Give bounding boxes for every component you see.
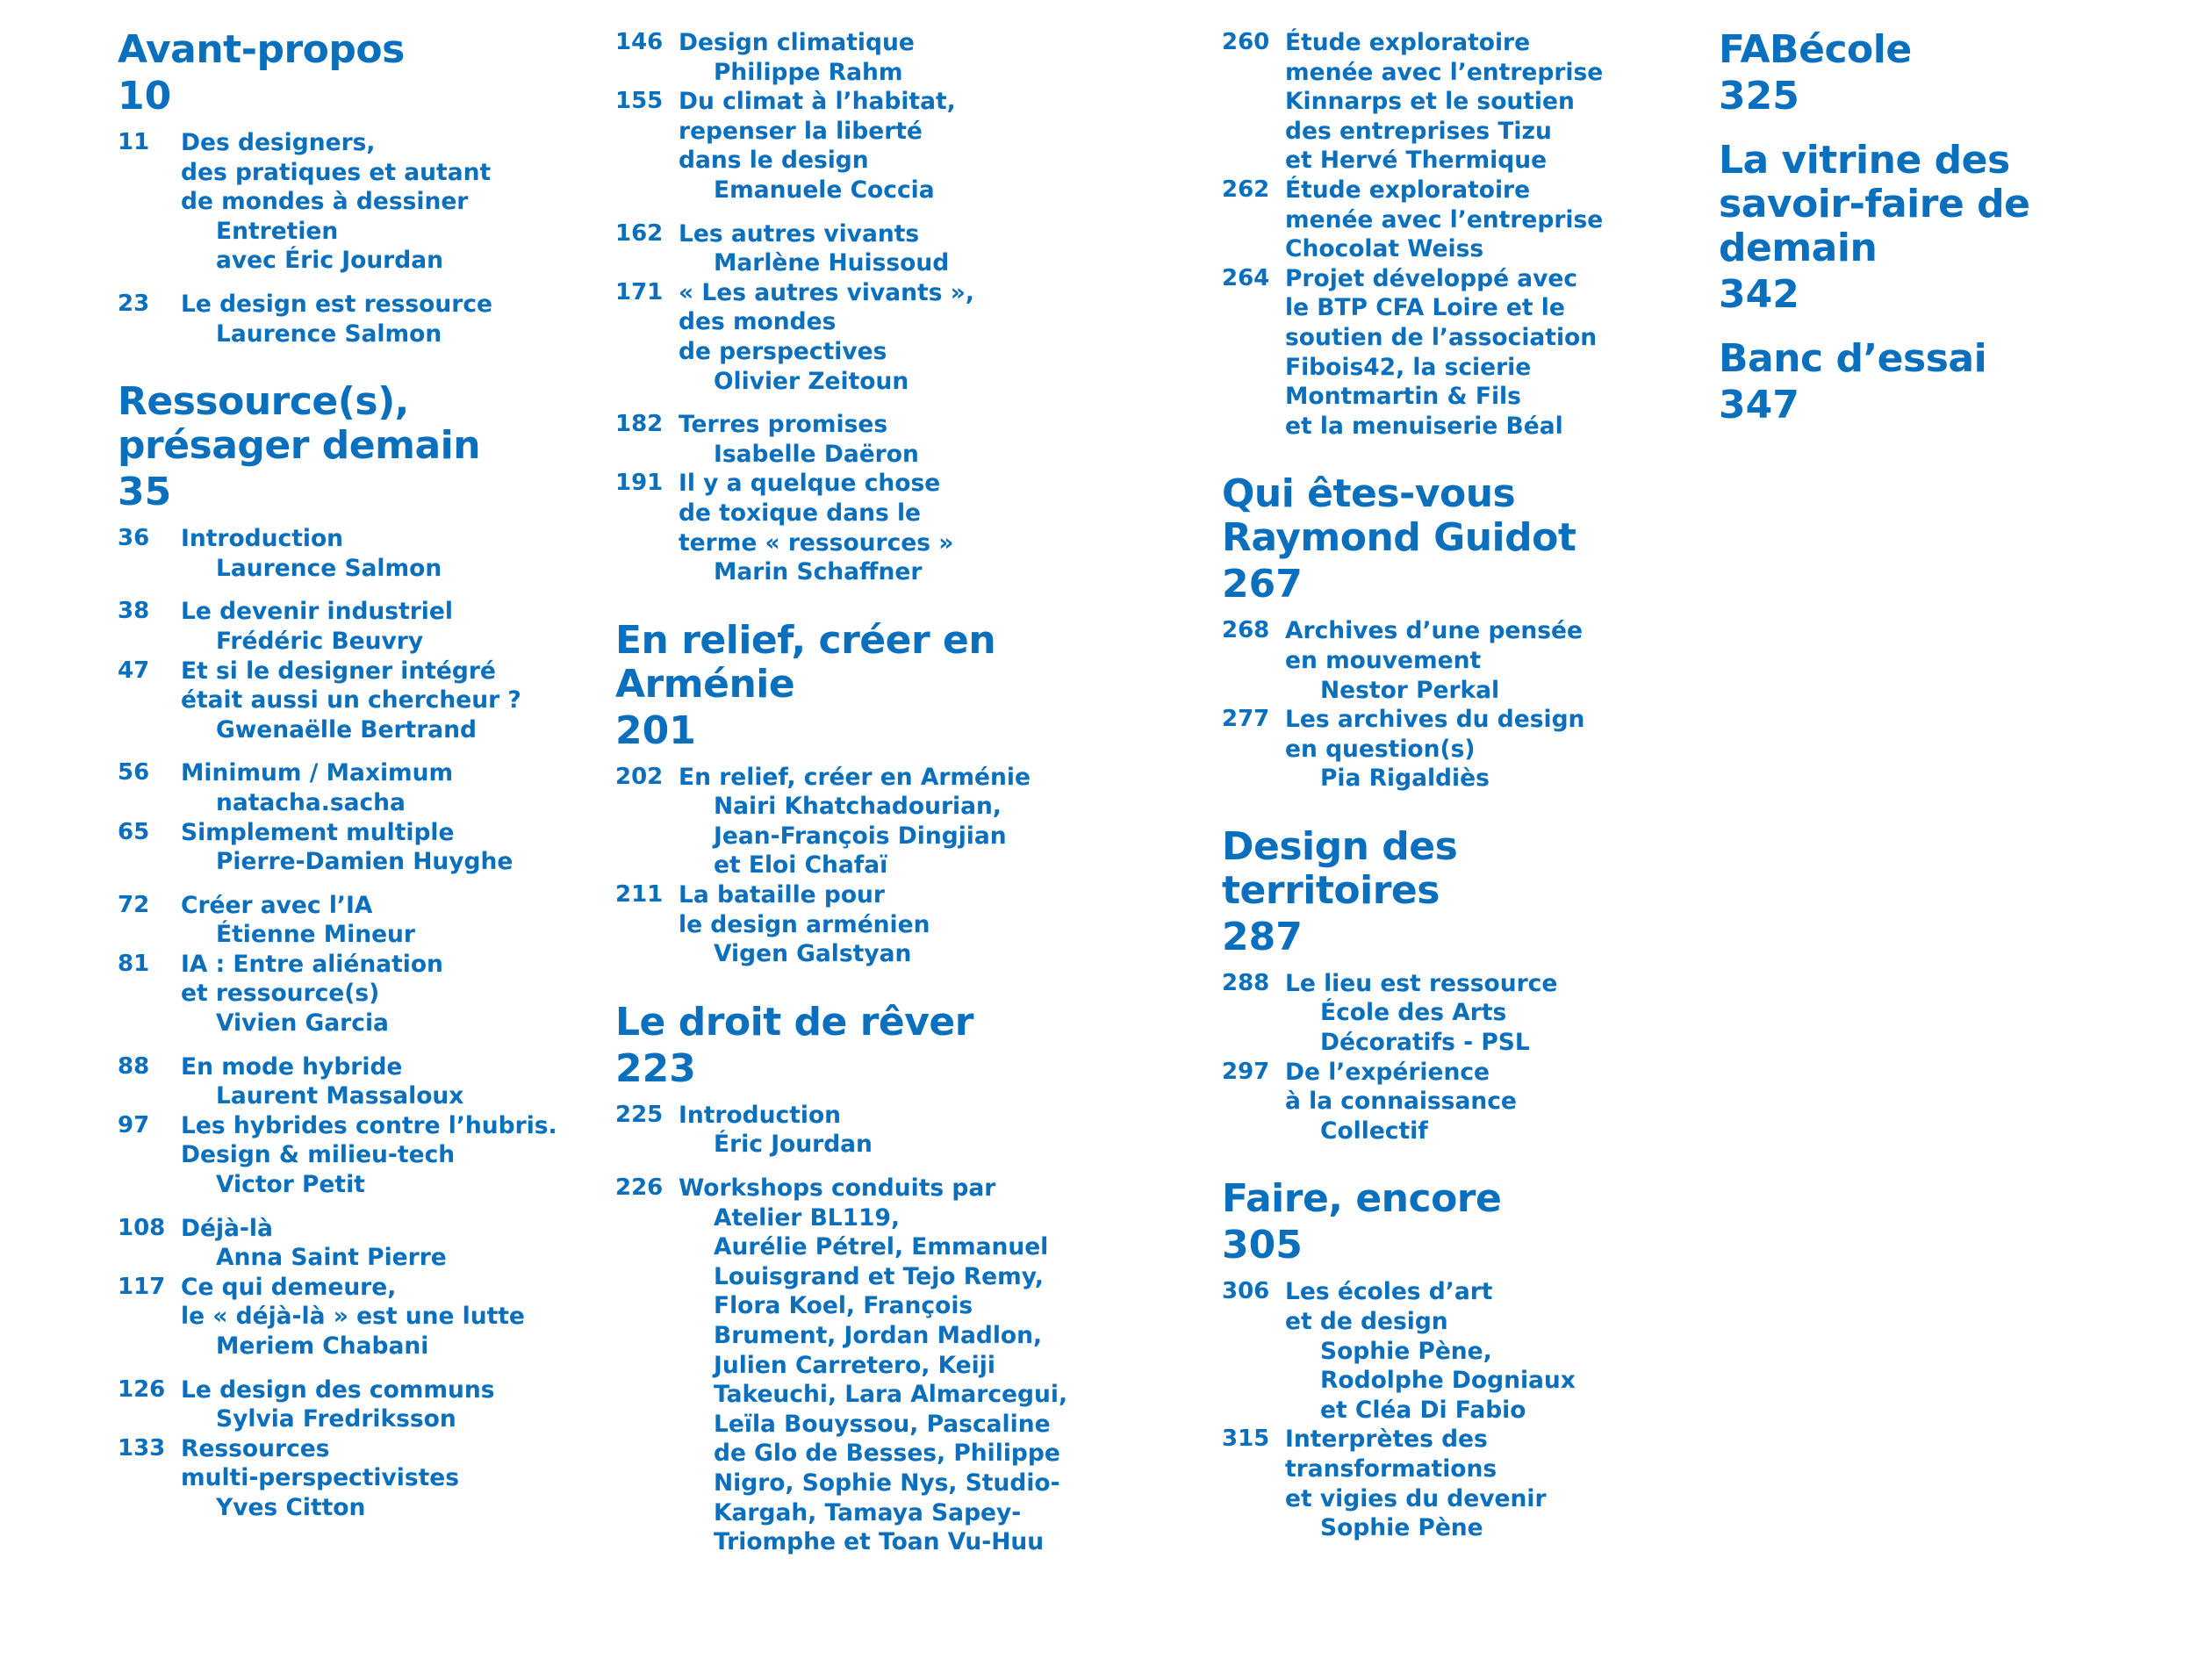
section-page-number: 267: [1222, 562, 1303, 607]
entry-page-number: 162: [615, 219, 664, 247]
entry-author: Pia Rigaldiès: [1320, 765, 1490, 793]
entry-page-number: 117: [118, 1273, 166, 1300]
entry-title: Ressources multi-perspectivistes: [181, 1434, 460, 1492]
section-title: Ressource(s), présager demain: [118, 379, 481, 469]
toc-entry: [118, 657, 592, 745]
section-page-number: 201: [615, 707, 696, 753]
toc-entry: [118, 1375, 592, 1434]
entry-page-number: 146: [615, 29, 664, 55]
entry-body: [679, 469, 1160, 586]
entry-page-number: 315: [1222, 1426, 1270, 1453]
entry-body: [181, 290, 592, 348]
entry-body: [679, 880, 1160, 969]
entry-title: En mode hybride: [181, 1052, 403, 1081]
entry-body: [1285, 705, 1678, 794]
entry-page-number: 202: [615, 763, 664, 790]
entry-title: « Les autres vivants », des mondes de perspectives: [679, 278, 974, 365]
toc-entry: [615, 880, 1160, 969]
toc-section: [1719, 139, 2158, 320]
entry-author: Isabelle Daëron: [714, 440, 919, 468]
section-page-number: 342: [1719, 272, 1799, 317]
entry-author: Gwenaëlle Bertrand: [216, 715, 477, 743]
section-title: Qui êtes-vous Raymond Guidot: [1222, 471, 1576, 561]
entry-title: Il y a quelque chose de toxique dans le terme « ressources »: [679, 470, 954, 557]
toc-entry: [118, 128, 592, 276]
toc-entry: [1222, 1425, 1678, 1542]
entry-page-number: 23: [118, 290, 150, 317]
entry-page-number: 182: [615, 411, 664, 438]
section-title: La vitrine des savoir-faire de demain: [1719, 138, 2030, 270]
entry-author: Vigen Galstyan: [714, 940, 912, 968]
toc-entry: [118, 891, 592, 950]
entry-body: [1285, 28, 1678, 176]
entry-title: De l’expérience à la connaissance: [1285, 1058, 1517, 1116]
entry-author: Laurent Massaloux: [216, 1082, 464, 1110]
section-page-number: 325: [1719, 74, 1799, 118]
entry-body: [679, 410, 1160, 469]
entry-body: [181, 1111, 592, 1200]
entry-page-number: 97: [118, 1111, 150, 1138]
entry-title: Le devenir industriel: [181, 598, 453, 626]
toc-entry: [118, 758, 592, 817]
entry-title: Les hybrides contre l’hubris. Design & milieu-tech: [181, 1111, 557, 1169]
entry-body: [679, 763, 1160, 880]
toc-entry: [118, 1214, 592, 1273]
entry-title: Le lieu est ressource: [1285, 969, 1558, 997]
toc-entry: [615, 763, 1160, 880]
toc-section: [615, 619, 1160, 969]
toc-column-2: [615, 28, 1160, 1589]
toc-column-4: [1719, 28, 2158, 448]
entry-author: Sylvia Fredriksson: [216, 1405, 456, 1433]
entry-body: [679, 1174, 1160, 1557]
entry-body: [679, 1101, 1160, 1160]
section-title: Design des territoires: [1222, 823, 1458, 913]
entry-page-number: 262: [1222, 176, 1270, 203]
toc-entry: [118, 1052, 592, 1111]
entry-body: [181, 597, 592, 656]
toc-entry: [118, 290, 592, 348]
toc-entry: [1222, 28, 1678, 176]
toc-entry: [615, 278, 1160, 396]
section-title: Le droit de rêver: [615, 999, 973, 1045]
toc-entry: [1222, 176, 1678, 264]
entry-author: Olivier Zeitoun: [714, 367, 909, 395]
section-title: Avant-propos: [118, 27, 405, 72]
entry-body: [181, 1214, 592, 1273]
entry-body: [181, 657, 592, 745]
toc-entry: [615, 219, 1160, 278]
entry-title: Créer avec l’IA: [181, 891, 373, 919]
entry-author: Frédéric Beuvry: [216, 627, 424, 655]
entry-title: Design climatique: [679, 29, 915, 56]
entry-title: Le design est ressource: [181, 290, 492, 318]
entry-title: Ce qui demeure, le « déjà-là » est une lutte: [181, 1273, 525, 1331]
section-title: En relief, créer en Arménie: [615, 617, 996, 707]
entry-title: Interprètes des transformations et vigies du devenir: [1285, 1426, 1547, 1512]
entry-title: Des designers, des pratiques et autant de mondes à dessiner: [181, 129, 492, 216]
entry-body: [1285, 1425, 1678, 1542]
entry-title: Introduction: [181, 525, 344, 553]
entry-page-number: 211: [615, 881, 664, 908]
entry-author: Laurence Salmon: [216, 320, 442, 348]
entry-author: Anna Saint Pierre: [216, 1244, 447, 1272]
entry-title: Projet développé avec le BTP CFA Loire et le soutien de l’association Fibois42, la scierie Montmartin & Fils et la menuiserie Béal: [1285, 264, 1598, 440]
toc-entry: [1222, 1277, 1678, 1425]
entry-body: [181, 950, 592, 1038]
entry-title: Les autres vivants: [679, 219, 920, 248]
entry-body: [679, 28, 1160, 87]
entry-author: Sophie Pène, Rodolphe Dogniaux et Cléa Di Fabio: [1320, 1337, 1576, 1424]
entry-title: La bataille pour le design arménien: [679, 881, 930, 938]
toc-entry: [615, 1174, 1160, 1557]
toc-column-3: [1222, 28, 1678, 1575]
entry-page-number: 264: [1222, 264, 1270, 291]
entry-page-number: 108: [118, 1214, 166, 1241]
entry-body: [679, 87, 1160, 205]
section-title: Banc d’essai: [1719, 336, 1987, 381]
entry-author: École des Arts Décoratifs - PSL: [1320, 999, 1530, 1057]
entry-page-number: 297: [1222, 1058, 1270, 1085]
entry-page-number: 38: [118, 598, 150, 625]
entry-title: Simplement multiple: [181, 818, 455, 846]
toc-section: [1222, 28, 1678, 441]
toc-section: [615, 28, 1160, 587]
toc-entry: [615, 1101, 1160, 1160]
entry-title: Le design des communs: [181, 1375, 495, 1404]
entry-author: Nestor Perkal: [1320, 676, 1500, 704]
toc-entry: [118, 818, 592, 877]
section-title: FABécole: [1719, 27, 1912, 72]
entry-title: Les écoles d’art et de design: [1285, 1278, 1493, 1336]
entry-body: [1285, 1277, 1678, 1425]
entry-title: Terres promises: [679, 411, 888, 439]
entry-author: Sophie Pène: [1320, 1514, 1483, 1542]
entry-title: Étude exploratoire menée avec l’entreprise Kinnarps et le soutien des entreprises Tizu et Hervé Thermique: [1285, 29, 1604, 175]
section-page-number: 10: [118, 74, 172, 118]
toc-entry: [1222, 1058, 1678, 1146]
entry-page-number: 47: [118, 657, 150, 684]
entry-body: [1285, 264, 1678, 442]
entry-page-number: 225: [615, 1101, 664, 1128]
toc-entry: [118, 950, 592, 1038]
entry-page-number: 56: [118, 759, 150, 786]
entry-author: Atelier BL119, Aurélie Pétrel, Emmanuel Louisgrand et Tejo Remy, Flora Koel, François Brument, Jordan Madlon, Julien Carretero, Keiji Takeuchi, Lara Almarcegui, Leïla Bouyssou, Pascaline de Glo de Besses, Philippe Nigro, Sophie Nys, Studio- Kargah, Tamaya Sapey- Triomphe et Toan Vu-Huu: [714, 1203, 1068, 1556]
entry-body: [181, 524, 592, 583]
entry-body: [181, 1052, 592, 1111]
toc-entry: [118, 1111, 592, 1200]
section-page-number: 223: [615, 1045, 696, 1091]
entry-body: [181, 891, 592, 950]
toc-entry: [615, 87, 1160, 205]
entry-body: [1285, 616, 1678, 705]
entry-body: [181, 818, 592, 877]
toc-section: [1222, 472, 1678, 794]
entry-author: Entretien avec Éric Jourdan: [216, 217, 443, 275]
toc-entry: [615, 28, 1160, 87]
entry-body: [181, 1434, 592, 1523]
entry-page-number: 11: [118, 129, 150, 155]
entry-author: Collectif: [1320, 1117, 1428, 1145]
entry-author: natacha.sacha: [216, 788, 406, 816]
entry-author: Pierre-Damien Huyghe: [216, 848, 514, 876]
entry-body: [1285, 1058, 1678, 1146]
section-page-number: 287: [1222, 914, 1303, 959]
entry-author: Laurence Salmon: [216, 554, 442, 582]
entry-author: Yves Citton: [216, 1493, 366, 1521]
toc-entry: [1222, 705, 1678, 794]
toc-entry: [118, 597, 592, 656]
entry-title: Les archives du design en question(s): [1285, 706, 1585, 763]
entry-title: Introduction: [679, 1101, 842, 1129]
entry-body: [181, 1375, 592, 1434]
entry-title: Minimum / Maximum: [181, 759, 454, 787]
entry-page-number: 171: [615, 278, 664, 305]
entry-title: Étude exploratoire menée avec l’entreprise Chocolat Weiss: [1285, 176, 1604, 263]
entry-page-number: 260: [1222, 29, 1270, 55]
toc-section: [1719, 337, 2158, 430]
entry-page-number: 277: [1222, 706, 1270, 733]
entry-author: Victor Petit: [216, 1171, 365, 1199]
toc-section: [1222, 1177, 1678, 1542]
entry-author: Meriem Chabani: [216, 1332, 429, 1360]
entry-page-number: 88: [118, 1052, 150, 1080]
entry-body: [181, 758, 592, 817]
entry-page-number: 36: [118, 525, 150, 552]
entry-page-number: 133: [118, 1434, 166, 1462]
toc-entry: [1222, 616, 1678, 705]
toc-entry: [1222, 969, 1678, 1058]
entry-author: Éric Jourdan: [714, 1131, 873, 1159]
toc-entry: [118, 1434, 592, 1523]
entry-page-number: 72: [118, 891, 150, 918]
toc-entry: [1222, 264, 1678, 442]
entry-title: Workshops conduits par: [679, 1174, 996, 1203]
entry-title: En relief, créer en Arménie: [679, 763, 1031, 791]
entry-author: Philippe Rahm: [714, 58, 903, 86]
entry-page-number: 155: [615, 88, 664, 115]
entry-page-number: 226: [615, 1174, 664, 1202]
toc-column-1: [118, 28, 592, 1555]
section-page-number: 305: [1222, 1223, 1303, 1268]
entry-author: Emanuele Coccia: [714, 176, 935, 204]
entry-body: [679, 219, 1160, 278]
entry-body: [181, 1273, 592, 1361]
toc-entry: [118, 1273, 592, 1361]
entry-body: [1285, 176, 1678, 264]
entry-body: [181, 128, 592, 276]
entry-page-number: 81: [118, 950, 150, 977]
entry-page-number: 306: [1222, 1278, 1270, 1305]
entry-title: Déjà-là: [181, 1214, 273, 1242]
entry-body: [1285, 969, 1678, 1058]
section-title: Faire, encore: [1222, 1176, 1502, 1222]
section-page-number: 347: [1719, 383, 1799, 427]
entry-author: Marlène Huissoud: [714, 249, 950, 277]
entry-title: Archives d’une pensée en mouvement: [1285, 617, 1583, 674]
entry-title: IA : Entre aliénation et ressource(s): [181, 950, 443, 1008]
entry-page-number: 65: [118, 818, 150, 845]
entry-author: Vivien Garcia: [216, 1009, 389, 1038]
toc-entry: [118, 524, 592, 583]
entry-page-number: 268: [1222, 617, 1270, 644]
entry-title: Du climat à l’habitat, repenser la liberté dans le design: [679, 88, 956, 175]
entry-page-number: 288: [1222, 969, 1270, 996]
toc-entry: [615, 469, 1160, 586]
toc-section: [1222, 825, 1678, 1146]
entry-author: Nairi Khatchadourian, Jean-François Dingjian et Eloi Chafaï: [714, 793, 1007, 880]
entry-body: [679, 278, 1160, 396]
entry-author: Étienne Mineur: [216, 921, 415, 949]
toc-entry: [615, 410, 1160, 469]
toc-section: [1719, 28, 2158, 121]
section-page-number: 35: [118, 470, 172, 515]
entry-title: Et si le designer intégré était aussi un chercheur ?: [181, 657, 521, 715]
entry-page-number: 126: [118, 1375, 166, 1403]
toc-section: [118, 380, 592, 1522]
toc-section: [118, 28, 592, 348]
entry-author: Marin Schaffner: [714, 558, 923, 586]
toc-section: [615, 1001, 1160, 1557]
entry-page-number: 191: [615, 470, 664, 497]
